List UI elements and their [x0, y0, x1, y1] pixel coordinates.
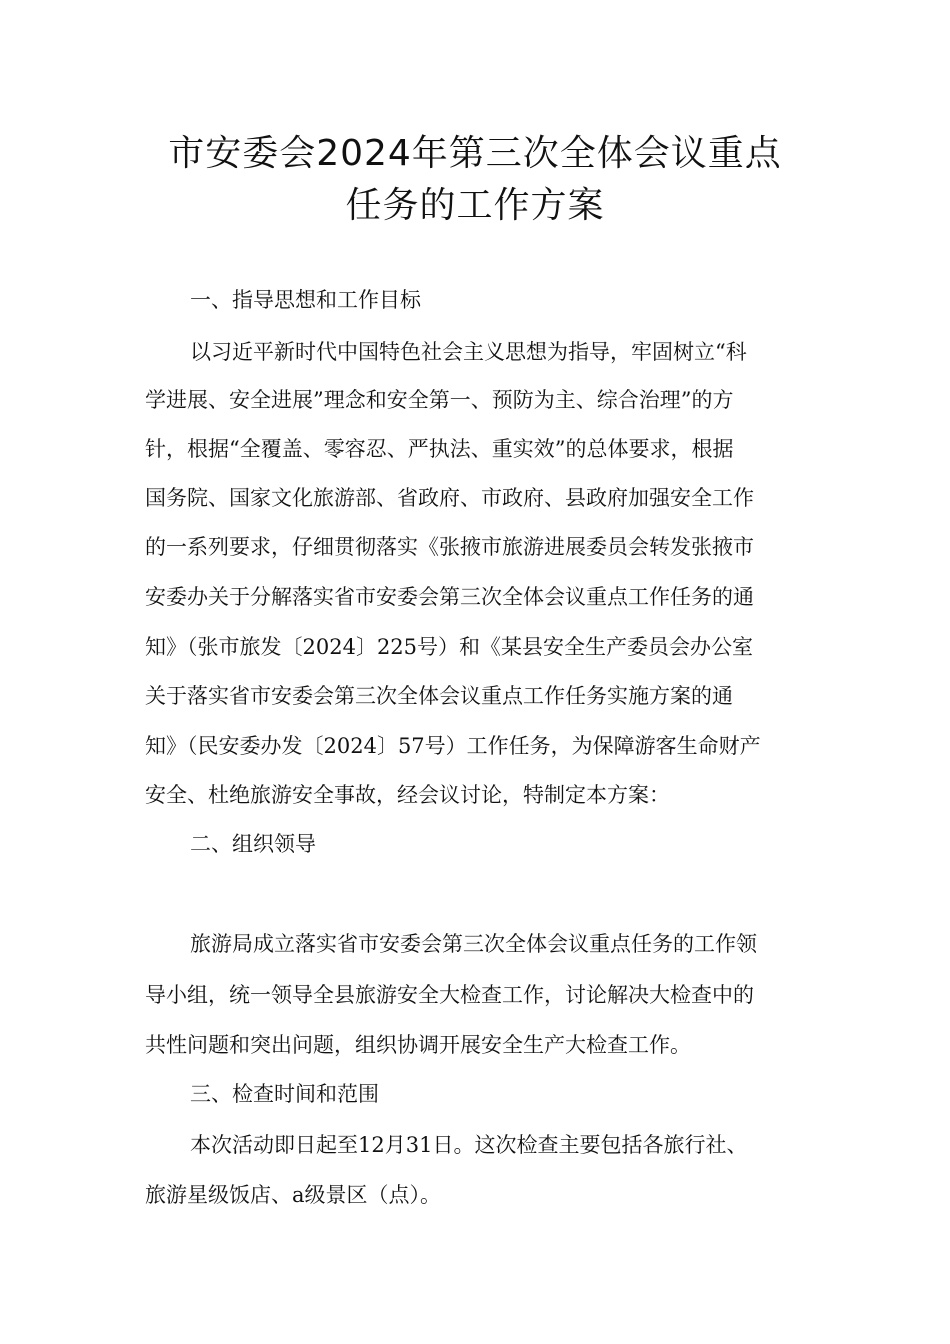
- paragraph-line: 知》（张市旅发〔2024〕225号）和《某县安全生产委员会办公室: [145, 635, 754, 659]
- paragraph-line: 本次活动即日起至12月31日。这次检查主要包括各旅行社、: [190, 1133, 748, 1157]
- paragraph-line: 针，根据“全覆盖、零容忍、严执法、重实效”的总体要求，根据: [145, 437, 734, 461]
- section-heading-guiding-thought: 一、指导思想和工作目标: [190, 288, 421, 312]
- paragraph-line: 旅游局成立落实省市安委会第三次全体会议重点任务的工作领: [190, 932, 757, 956]
- paragraph-line: 旅游星级饭店、a级景区（点）。: [145, 1183, 442, 1207]
- section-heading-organization: 二、组织领导: [190, 832, 316, 856]
- paragraph-line: 国务院、国家文化旅游部、省政府、市政府、县政府加强安全工作: [145, 486, 754, 510]
- paragraph-line: 以习近平新时代中国特色社会主义思想为指导，牢固树立“科: [190, 340, 747, 364]
- section-heading-time-scope: 三、检查时间和范围: [190, 1082, 379, 1106]
- document-title-line-1: 市安委会2024年第三次全体会议重点: [168, 133, 782, 174]
- paragraph-line: 共性问题和突出问题，组织协调开展安全生产大检查工作。: [145, 1033, 691, 1057]
- paragraph-line: 知》（民安委办发〔2024〕57号）工作任务，为保障游客生命财产: [145, 734, 761, 758]
- paragraph-line: 的一系列要求，仔细贯彻落实《张掖市旅游进展委员会转发张掖市: [145, 535, 754, 559]
- paragraph-line: 安全、杜绝旅游安全事故，经会议讨论，特制定本方案：: [145, 783, 670, 807]
- paragraph-line: 学进展、安全进展”理念和安全第一、预防为主、综合治理”的方: [145, 388, 734, 412]
- document-title-line-2: 任务的工作方案: [345, 185, 605, 226]
- paragraph-line: 关于落实省市安委会第三次全体会议重点工作任务实施方案的通: [145, 684, 733, 708]
- paragraph-line: 安委办关于分解落实省市安委会第三次全体会议重点工作任务的通: [145, 585, 754, 609]
- paragraph-line: 导小组，统一领导全县旅游安全大检查工作，讨论解决大检查中的: [145, 983, 754, 1007]
